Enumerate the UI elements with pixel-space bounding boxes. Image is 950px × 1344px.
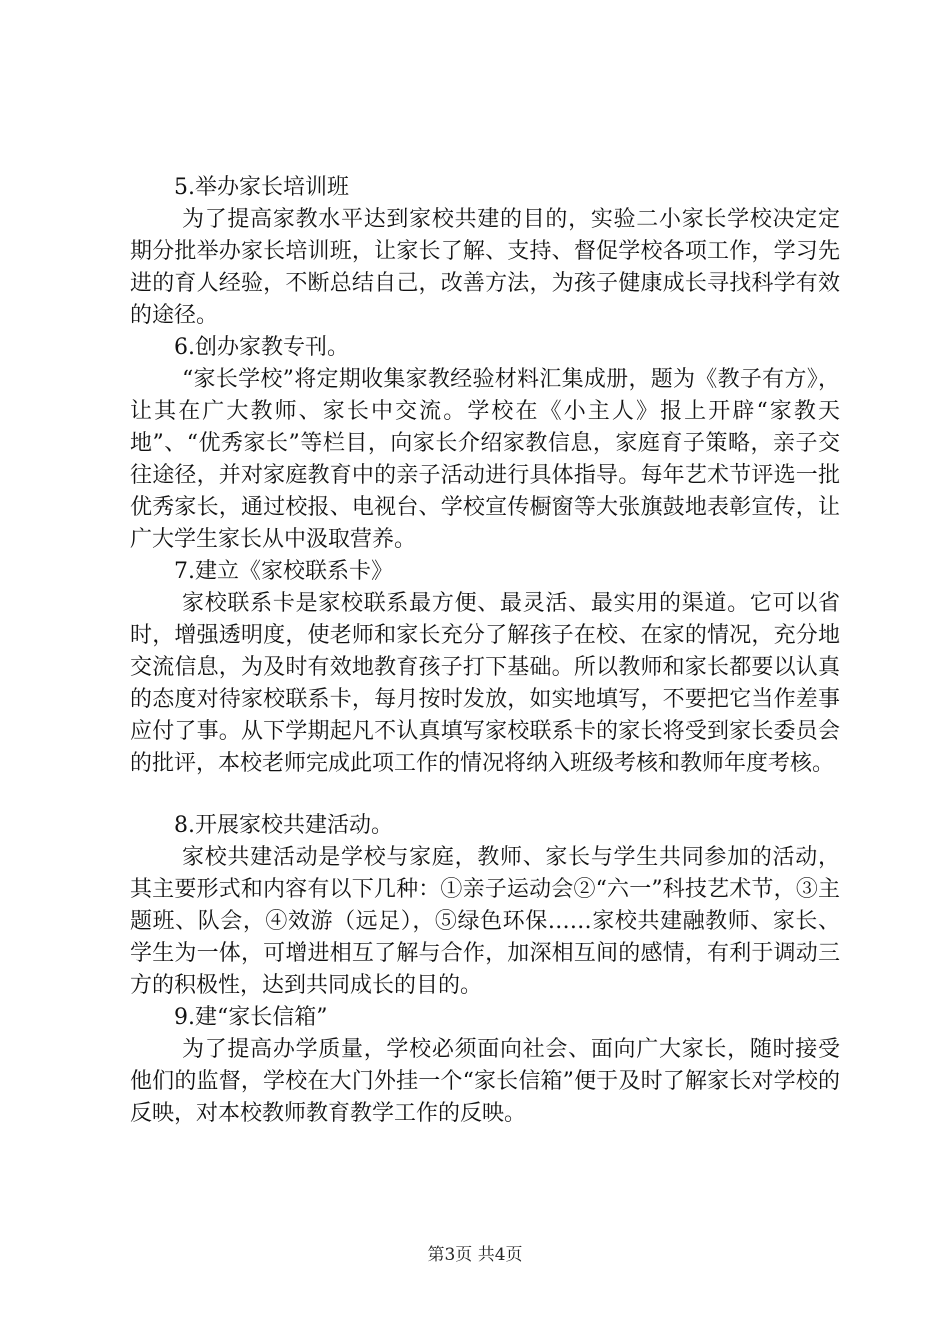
page-number-footer: 第3页 共4页 xyxy=(427,1245,523,1265)
section-heading-7: 7.建立《家校联系卡》 xyxy=(174,559,393,584)
document-body xyxy=(130,172,840,1130)
section-paragraph-8: 家校共建活动是学校与家庭，教师、家长与学生共同参加的活动，其主要形式和内容有以下几种：①亲子运动会②“六一”科技艺术节，③主题班、队会，④效游（远足），⑤绿色环保……家校共建融教师、家长、学生为一体，可增进相互了解与合作，加深相互间的感情，有利于调动三方的积极性，达到共同成长的目的。 xyxy=(130,845,840,998)
section-paragraph-7: 家校联系卡是家校联系最方便、最灵活、最实用的渠道。它可以省时，增强透明度，使老师和家长充分了解孩子在校、在家的情况，充分地交流信息，为及时有效地教育孩子打下基础。所以教师和家长都要以认真的态度对待家校联系卡，每月按时发放，如实地填写，不要把它当作差事应付了事。从下学期起凡不认真填写家校联系卡的家长将受到家长委员会的批评，本校老师完成此项工作的情况将纳入班级考核和教师年度考核。 xyxy=(130,591,840,776)
section-heading-5: 5.举办家长培训班 xyxy=(174,175,349,200)
section-heading-6: 6.创办家教专刊。 xyxy=(174,335,349,360)
paragraph-gap xyxy=(130,780,840,810)
section-paragraph-5: 为了提高家教水平达到家校共建的目的，实验二小家长学校决定定期分批举办家长培训班，让家长了解、支持、督促学校各项工作，学习先进的育人经验，不断总结自己，改善方法，为孩子健康成长寻找科学有效的途径。 xyxy=(130,207,840,328)
section-heading-9: 9.建“家长信箱” xyxy=(174,1005,328,1030)
section-paragraph-6: “家长学校”将定期收集家教经验材料汇集成册，题为《教子有方》，让其在广大教师、家长中交流。学校在《小主人》报上开辟“家教天地”、“优秀家长”等栏目，向家长介绍家教信息，家庭育子策略，亲子交往途径，并对家庭教育中的亲子活动进行具体指导。每年艺术节评选一批优秀家长，通过校报、电视台、学校宣传橱窗等大张旗鼓地表彰宣传，让广大学生家长从中汲取营养。 xyxy=(130,367,840,552)
section-heading-8: 8.开展家校共建活动。 xyxy=(174,813,393,838)
section-paragraph-9: 为了提高办学质量，学校必须面向社会、面向广大家长，随时接受他们的监督，学校在大门外挂一个“家长信箱”便于及时了解家长对学校的反映，对本校教师教育教学工作的反映。 xyxy=(130,1037,840,1126)
